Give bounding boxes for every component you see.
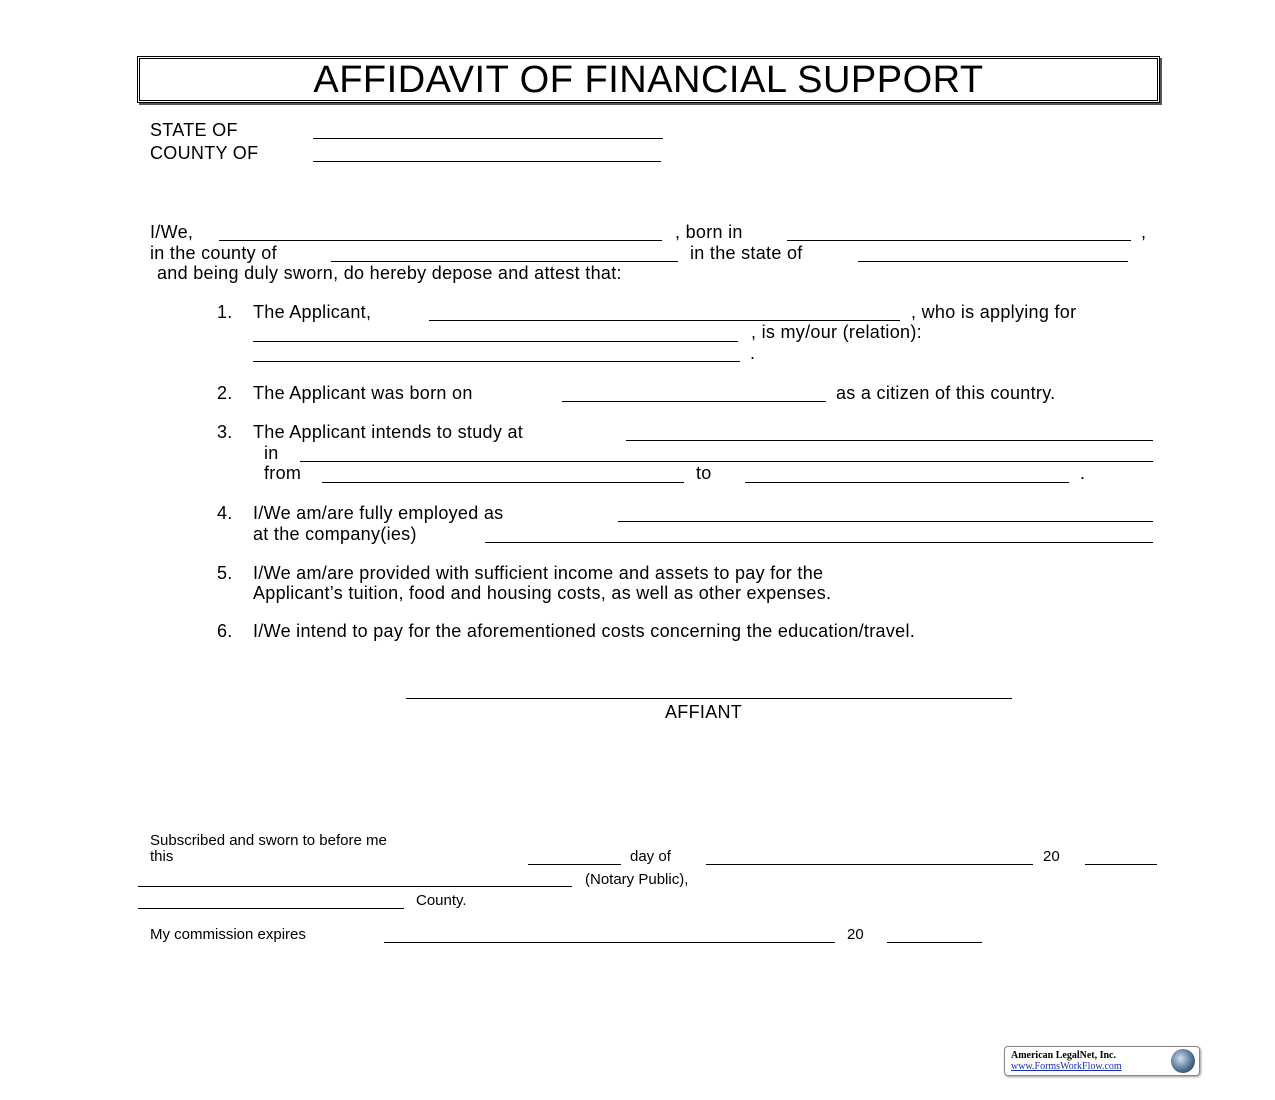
company-logo: [1004, 1046, 1200, 1076]
item-6-text: I/We intend to pay for the aforementioned costs concerning the education/travel.: [253, 621, 916, 641]
to-label: to: [696, 463, 712, 483]
to-date-field[interactable]: [745, 482, 1069, 483]
item-5-text-b: Applicant’s tuition, food and housing costs, as well as other expenses.: [253, 583, 832, 603]
item-1-text-b: , who is applying for: [911, 302, 1077, 322]
company-label: at the company(ies): [253, 524, 417, 544]
from-label: from: [264, 463, 302, 483]
affiant-signature-field[interactable]: [406, 698, 1012, 699]
item-5-text: I/We am/are provided with sufficient income and assets to pay for the: [253, 563, 824, 583]
notary-public-label: (Notary Public),: [585, 871, 689, 888]
item-2-text: The Applicant was born on: [253, 383, 473, 403]
notary-name-field[interactable]: [138, 886, 572, 887]
location-field[interactable]: [300, 461, 1153, 462]
this-label: this: [150, 848, 174, 865]
item-number: 5.: [217, 563, 233, 583]
item-number: 1.: [217, 302, 233, 322]
period: .: [1080, 463, 1086, 483]
company-field[interactable]: [485, 542, 1153, 543]
applicant-name-field[interactable]: [429, 320, 900, 321]
item-2-text-b: as a citizen of this country.: [836, 383, 1056, 403]
item-1-text-c: , is my/our (relation):: [751, 322, 922, 342]
item-4-text: I/We am/are fully employed as: [253, 503, 504, 523]
state-field[interactable]: [313, 138, 663, 139]
item-number: 4.: [217, 503, 233, 523]
item-1-text: The Applicant,: [253, 302, 372, 322]
affiant-county-field[interactable]: [331, 261, 678, 262]
notary-county-field[interactable]: [138, 908, 404, 909]
school-field[interactable]: [626, 440, 1153, 441]
state-of-label: in the state of: [690, 243, 803, 263]
globe-icon: [1171, 1049, 1195, 1073]
item-number: 2.: [217, 383, 233, 403]
born-in-label: , born in: [675, 222, 743, 242]
birthplace-field[interactable]: [787, 240, 1131, 241]
day-field[interactable]: [528, 864, 621, 865]
commission-year-field[interactable]: [887, 942, 982, 943]
page-title: AFFIDAVIT OF FINANCIAL SUPPORT: [137, 56, 1160, 103]
logo-url-link[interactable]: www.FormsWorkFlow.com: [1011, 1061, 1122, 1072]
commission-date-field[interactable]: [384, 942, 835, 943]
county-suffix-label: County.: [416, 892, 467, 909]
year-field[interactable]: [1085, 864, 1157, 865]
sworn-label: Subscribed and sworn to before me: [150, 832, 387, 849]
sworn-text: and being duly sworn, do hereby depose and attest that:: [157, 263, 622, 283]
commission-year-prefix: 20: [847, 926, 864, 943]
affiant-name-field[interactable]: [219, 240, 662, 241]
logo-company: American LegalNet, Inc.: [1011, 1050, 1116, 1061]
item-number: 3.: [217, 422, 233, 442]
comma: ,: [1141, 222, 1147, 242]
state-label: STATE OF: [150, 120, 238, 140]
county-label: COUNTY OF: [150, 143, 259, 163]
in-label: in: [264, 443, 279, 463]
item-number: 6.: [217, 621, 233, 641]
county-of-label: in the county of: [150, 243, 277, 263]
affiant-label: AFFIANT: [665, 702, 743, 722]
occupation-field[interactable]: [618, 521, 1153, 522]
month-field[interactable]: [706, 864, 1033, 865]
birth-date-field[interactable]: [562, 401, 826, 402]
period: .: [750, 343, 756, 363]
county-field[interactable]: [313, 161, 661, 162]
year-prefix: 20: [1043, 848, 1060, 865]
item-3-text: The Applicant intends to study at: [253, 422, 524, 442]
applying-for-field[interactable]: [253, 341, 738, 342]
day-of-label: day of: [630, 848, 671, 865]
affiant-state-field[interactable]: [858, 261, 1128, 262]
iwe-label: I/We,: [150, 222, 194, 242]
commission-label: My commission expires: [150, 926, 306, 943]
relation-field[interactable]: [253, 361, 740, 362]
from-date-field[interactable]: [322, 482, 684, 483]
